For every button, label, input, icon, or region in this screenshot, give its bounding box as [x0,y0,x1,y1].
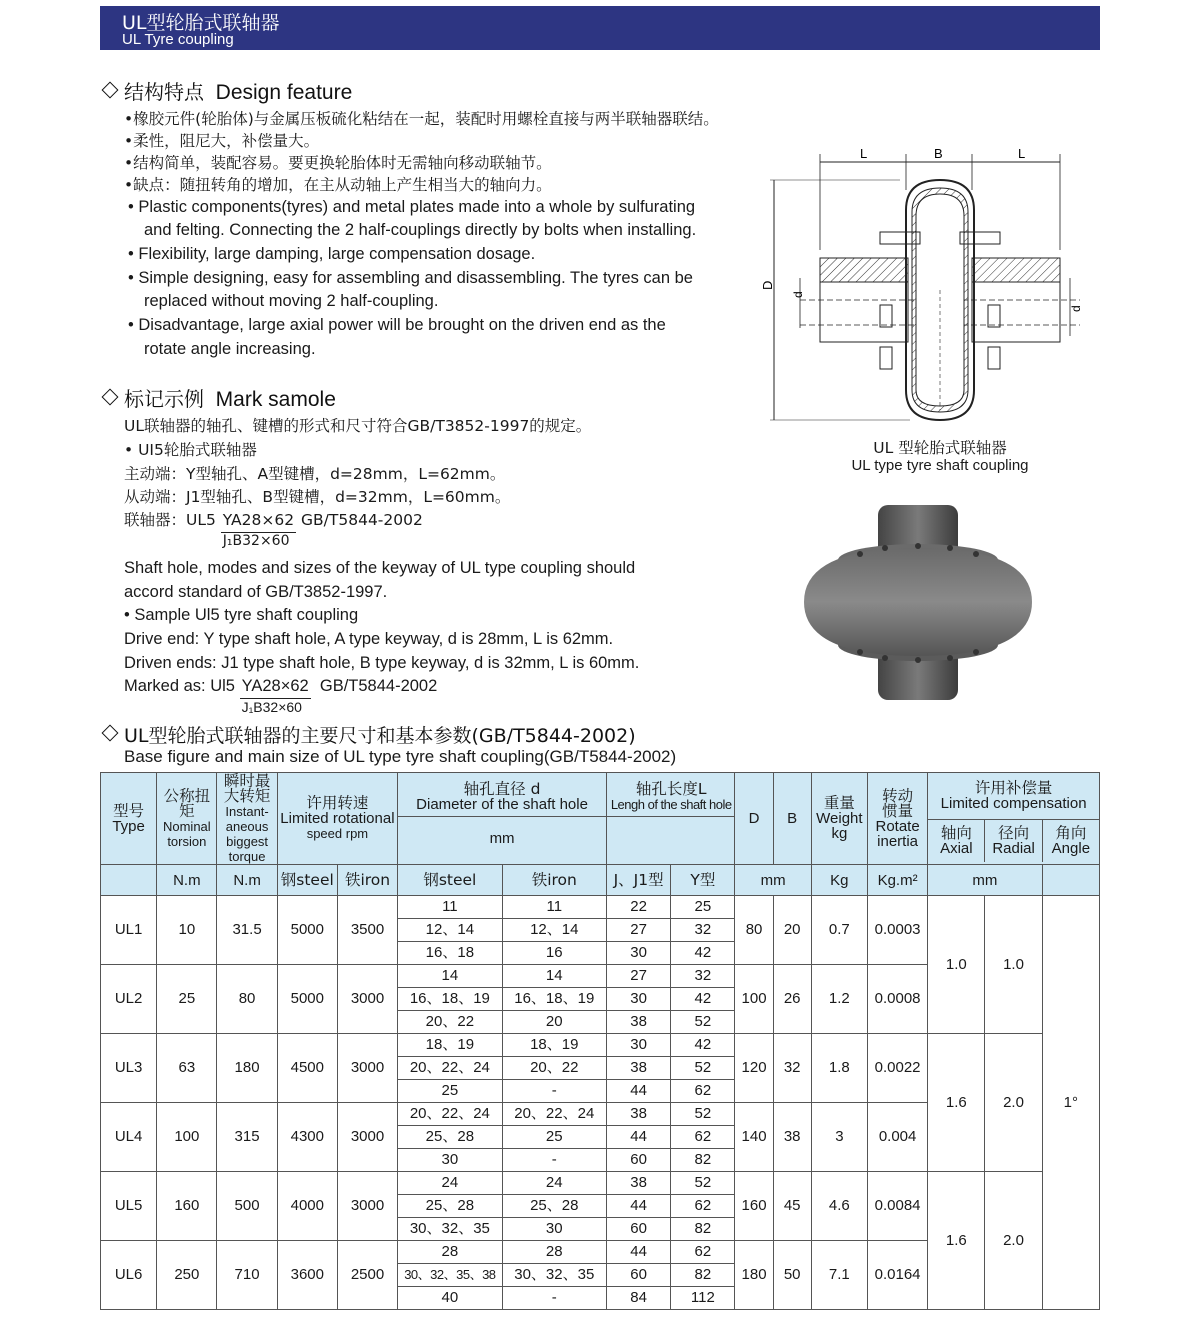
cell-len-j: 84 [606,1287,670,1310]
dim-B: B [934,146,943,161]
mark-en-line: • Sample Ul5 tyre shaft coupling [124,606,359,624]
th-diameter: 轴孔直径 d Diameter of the shaft hole mm [398,773,607,865]
cell-dia-iron: 20、22 [502,1057,606,1080]
cell-dia-iron: - [502,1149,606,1172]
dim-d-left: d [791,291,805,298]
cell-dia-iron: - [502,1287,606,1310]
cell-D: 140 [735,1103,773,1172]
cell-len-j: 38 [606,1172,670,1195]
cell-speed-steel: 4000 [277,1172,337,1241]
cell-speed-iron: 3500 [337,896,397,965]
cell-len-y: 42 [671,942,735,965]
th-instant-torque: 瞬时最 大转矩 Instant- aneous biggest torque [217,773,277,865]
cell-instant-torque: 315 [217,1103,277,1172]
cell-axial: 1.6 [928,1034,985,1172]
cell-dia-steel: 40 [398,1287,502,1310]
cell-instant-torque: 710 [217,1241,277,1310]
cell-radial: 2.0 [985,1034,1042,1172]
table-row [101,1034,1100,1057]
cell-len-y: 42 [671,1034,735,1057]
mark-zh-line: 从动端：J1型轴孔、B型键槽，d=32mm，L=60mm。 [124,488,511,506]
cell-dia-steel: 12、14 [398,919,502,942]
cell-dia-iron: 14 [502,965,606,988]
cell-len-j: 22 [606,896,670,919]
cell-dia-iron: - [502,1080,606,1103]
coupling-drawing [760,140,1090,430]
th-type: 型号 Type [101,773,157,865]
unit-steel: 钢steel [277,865,337,896]
cell-type: UL4 [101,1103,157,1172]
cell-len-y: 112 [671,1287,735,1310]
cell-B: 50 [773,1241,811,1310]
cell-len-y: 32 [671,919,735,942]
cell-dia-steel: 14 [398,965,502,988]
cell-dia-iron: 11 [502,896,606,919]
cell-len-j: 30 [606,988,670,1011]
cell-dia-steel: 11 [398,896,502,919]
cell-dia-iron: 25、28 [502,1195,606,1218]
cell-B: 26 [773,965,811,1034]
cell-inertia: 0.004 [867,1103,927,1172]
th-speed: 许用转速 Limited rotational speed rpm [277,773,397,865]
dim-L-left: L [860,146,868,161]
cell-dia-iron: 24 [502,1172,606,1195]
cell-len-y: 25 [671,896,735,919]
cell-dia-steel: 30 [398,1149,502,1172]
mark-zh-marked: 联轴器：UL5 $\frac{YA28\times 62}{\text{J₁B32×60}}$ GB/T5844-2002 [124,511,423,549]
th-inertia: 转动 惯量 Rotate inertia [867,773,927,865]
cell-speed-steel: 3600 [277,1241,337,1310]
cell-speed-iron: 3000 [337,1172,397,1241]
table-heading: UL型轮胎式联轴器的主要尺寸和基本参数(GB/T5844-2002) [100,721,636,748]
cell-len-y: 62 [671,1195,735,1218]
cell-type: UL1 [101,896,157,965]
cell-speed-iron: 2500 [337,1241,397,1310]
unit-blank [1042,865,1099,896]
design-en-line: • Plastic components(tyres) and metal plates made into a whole by sulfurating [128,198,696,216]
th-torque: 公称扭矩 Nominal torsion [157,773,217,865]
cell-len-j: 44 [606,1080,670,1103]
cell-type: UL3 [101,1034,157,1103]
th-length: 轴孔长度L Lengh of the shaft hole [606,773,735,865]
cell-dia-iron: 28 [502,1241,606,1264]
cell-dia-steel: 16、18、19 [398,988,502,1011]
drawing-caption-zh: UL 型轮胎式联轴器 [873,439,1007,457]
cell-dia-iron: 30、32、35 [502,1264,606,1287]
cell-dia-steel: 25 [398,1080,502,1103]
cell-axial: 1.6 [928,1172,985,1310]
cell-type: UL5 [101,1172,157,1241]
unit-kgm: Kg.m² [867,865,927,896]
cell-type: UL2 [101,965,157,1034]
cell-weight: 0.7 [811,896,867,965]
cell-len-j: 60 [606,1149,670,1172]
design-en-line: replaced without moving 2 half-coupling. [144,292,439,310]
cell-len-j: 60 [606,1264,670,1287]
cell-len-y: 82 [671,1149,735,1172]
cell-inertia: 0.0164 [867,1241,927,1310]
diamond-icon [102,82,119,99]
cell-dia-iron: 12、14 [502,919,606,942]
cell-dia-iron: 16 [502,942,606,965]
cell-speed-iron: 3000 [337,1034,397,1103]
cell-len-j: 27 [606,919,670,942]
cell-weight: 7.1 [811,1241,867,1310]
coupling-photo [800,500,1100,710]
cell-angle: 1° [1042,896,1099,1310]
cell-len-j: 38 [606,1057,670,1080]
cell-dia-iron: 25 [502,1126,606,1149]
design-zh-point: •缺点：随扭转角的增加，在主从动轴上产生相当大的轴向力。 [124,176,552,194]
marked-fraction: $\frac{YA28\times 62}{\text{J₁B32×60}}$ [222,511,295,549]
cell-B: 32 [773,1034,811,1103]
cell-dia-steel: 28 [398,1241,502,1264]
th-compensation: 许用补偿量 Limited compensation 轴向 Axial 径向 Radial 角向 Angle [928,773,1100,865]
unit-kg: Kg [811,865,867,896]
mark-sample-heading: 标记示例 Mark samole [100,383,336,412]
cell-dia-steel: 25、28 [398,1126,502,1149]
cell-weight: 4.6 [811,1172,867,1241]
table-body [101,896,1100,1310]
cell-len-y: 42 [671,988,735,1011]
cell-len-y: 52 [671,1057,735,1080]
cell-inertia: 0.0008 [867,965,927,1034]
design-en-line: rotate angle increasing. [144,340,316,358]
spec-table [100,772,1100,1310]
cell-dia-iron: 20 [502,1011,606,1034]
unit-steel: 钢steel [398,865,502,896]
cell-len-y: 82 [671,1218,735,1241]
cell-instant-torque: 500 [217,1172,277,1241]
unit-mm: mm [928,865,1042,896]
mark-en-line: Shaft hole, modes and sizes of the keyway of UL type coupling should [124,559,636,577]
cell-radial: 1.0 [985,896,1042,1034]
unit-iron: 铁iron [337,865,397,896]
cell-torque: 63 [157,1034,217,1103]
cell-D: 180 [735,1241,773,1310]
table-row [101,1172,1100,1195]
mark-en-marked: Marked as: Ul5 $\frac{YA28\times 62}{\text{J₁B32×60}}$ GB/T5844-2002 [124,677,438,715]
cell-instant-torque: 31.5 [217,896,277,965]
cell-len-y: 52 [671,1172,735,1195]
cell-torque: 25 [157,965,217,1034]
diamond-icon [102,389,119,406]
cell-speed-iron: 3000 [337,1103,397,1172]
mark-zh-line: 主动端：Y型轴孔、A型键槽，d=28mm，L=62mm。 [124,465,506,483]
cell-B: 38 [773,1103,811,1172]
table-row [101,896,1100,919]
design-zh-point: •橡胶元件(轮胎体)与金属压板硫化粘结在一起，装配时用螺栓直接与两半联轴器联结。 [124,110,719,128]
table-subheading: Base figure and main size of UL type tyre shaft coupling(GB/T5844-2002) [124,747,677,766]
cell-dia-steel: 18、19 [398,1034,502,1057]
unit-blank [101,865,157,896]
mark-en-line: Driven ends: J1 type shaft hole, B type keyway, d is 32mm, L is 60mm. [124,654,640,672]
unit-j: J、J1型 [606,865,670,896]
header-title-zh: UL型轮胎式联轴器 [122,12,280,34]
page-header [100,6,1100,50]
cell-dia-steel: 30、32、35 [398,1218,502,1241]
header-title-en: UL Tyre coupling [122,31,234,48]
cell-dia-iron: 30 [502,1218,606,1241]
cell-len-j: 44 [606,1241,670,1264]
cell-speed-steel: 5000 [277,965,337,1034]
unit-nm: N.m [217,865,277,896]
dim-d-right: d [1069,305,1083,312]
design-en-line: • Disadvantage, large axial power will be brought on the driven end as the [128,316,666,334]
design-en-line: • Simple designing, easy for assembling and disassembling. The tyres can be [128,269,693,287]
mark-en-line: Drive end: Y type shaft hole, A type keyway, d is 28mm, L is 62mm. [124,630,614,648]
cell-radial: 2.0 [985,1172,1042,1310]
cell-dia-steel: 20、22 [398,1011,502,1034]
cell-weight: 1.8 [811,1034,867,1103]
cell-torque: 100 [157,1103,217,1172]
cell-len-j: 27 [606,965,670,988]
cell-dia-steel: 20、22、24 [398,1103,502,1126]
cell-dia-steel: 25、28 [398,1195,502,1218]
th-B: B [773,773,811,865]
cell-len-y: 32 [671,965,735,988]
design-en-line: • Flexibility, large damping, large compensation dosage. [128,245,536,263]
design-en-line: and felting. Connecting the 2 half-couplings directly by bolts when installing. [144,221,697,239]
cell-torque: 160 [157,1172,217,1241]
cell-instant-torque: 180 [217,1034,277,1103]
cell-len-j: 60 [606,1218,670,1241]
cell-dia-steel: 20、22、24 [398,1057,502,1080]
th-D: D [735,773,773,865]
cell-len-j: 44 [606,1126,670,1149]
drawing-caption-en: UL type tyre shaft coupling [851,457,1029,474]
marked-fraction: $\frac{YA28\times 62}{\text{J₁B32×60}}$ [241,677,309,715]
cell-speed-steel: 4300 [277,1103,337,1172]
cell-len-j: 30 [606,942,670,965]
cell-type: UL6 [101,1241,157,1310]
cell-len-y: 52 [671,1103,735,1126]
cell-len-j: 38 [606,1011,670,1034]
cell-speed-steel: 5000 [277,896,337,965]
cell-len-y: 62 [671,1126,735,1149]
cell-torque: 250 [157,1241,217,1310]
unit-iron: 铁iron [502,865,606,896]
mark-en-line: accord standard of GB/T3852-1997. [124,583,388,601]
cell-torque: 10 [157,896,217,965]
mark-zh-line: • UI5轮胎式联轴器 [124,441,257,459]
mark-zh-line: UL联轴器的轴孔、键槽的形式和尺寸符合GB/T3852-1997的规定。 [124,417,592,435]
cell-D: 80 [735,896,773,965]
cell-B: 45 [773,1172,811,1241]
cell-D: 100 [735,965,773,1034]
unit-y: Y型 [671,865,735,896]
unit-nm: N.m [157,865,217,896]
cell-speed-steel: 4500 [277,1034,337,1103]
cell-B: 20 [773,896,811,965]
design-zh-point: •柔性，阻尼大，补偿量大。 [124,132,320,150]
dim-D: D [760,280,775,290]
cell-len-y: 62 [671,1080,735,1103]
cell-dia-steel: 16、18 [398,942,502,965]
diamond-icon [102,725,119,742]
cell-instant-torque: 80 [217,965,277,1034]
cell-inertia: 0.0022 [867,1034,927,1103]
cell-len-y: 52 [671,1011,735,1034]
cell-D: 160 [735,1172,773,1241]
cell-axial: 1.0 [928,896,985,1034]
cell-len-j: 30 [606,1034,670,1057]
cell-D: 120 [735,1034,773,1103]
cell-dia-steel: 24 [398,1172,502,1195]
cell-len-j: 44 [606,1195,670,1218]
cell-inertia: 0.0084 [867,1172,927,1241]
cell-weight: 3 [811,1103,867,1172]
unit-mm: mm [735,865,811,896]
cell-len-j: 38 [606,1103,670,1126]
cell-weight: 1.2 [811,965,867,1034]
cell-dia-iron: 20、22、24 [502,1103,606,1126]
dim-L-right: L [1018,146,1026,161]
design-zh-point: •结构简单，装配容易。要更换轮胎体时无需轴向移动联轴节。 [124,154,552,172]
th-weight: 重量 Weight kg [811,773,867,865]
cell-dia-steel: 30、32、35、38 [398,1264,502,1287]
cell-len-y: 62 [671,1241,735,1264]
cell-len-y: 82 [671,1264,735,1287]
design-feature-heading: 结构特点 Design feature [100,76,352,105]
cell-speed-iron: 3000 [337,965,397,1034]
cell-inertia: 0.0003 [867,896,927,965]
cell-dia-iron: 16、18、19 [502,988,606,1011]
cell-dia-iron: 18、19 [502,1034,606,1057]
